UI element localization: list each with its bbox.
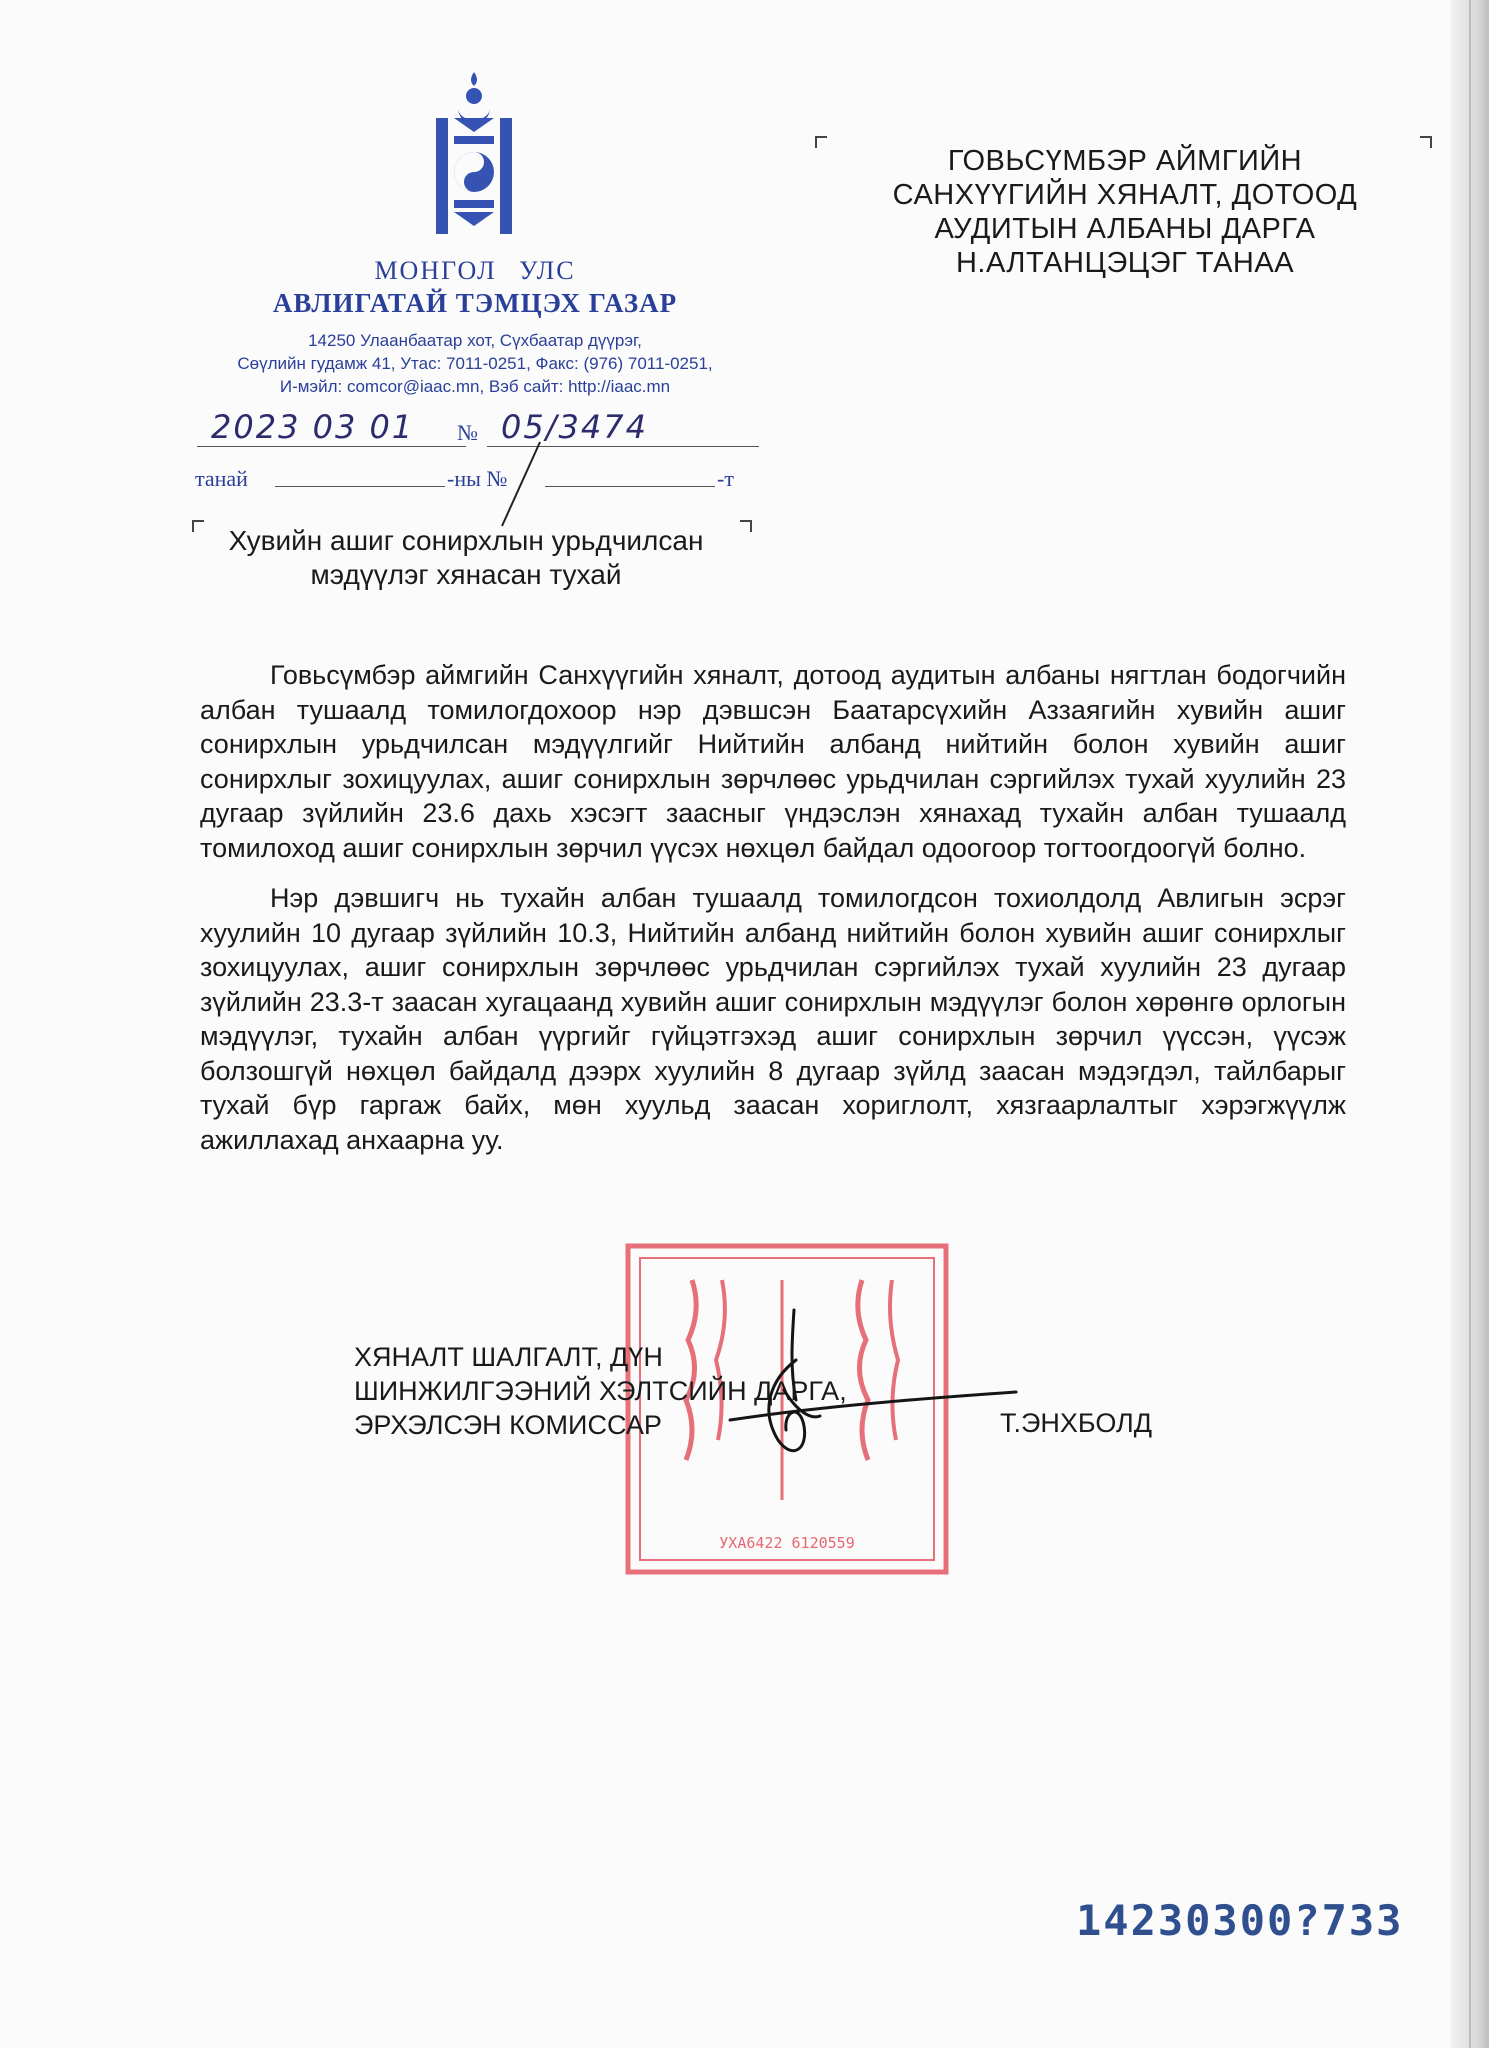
subject-line: Хувийн ашиг сонирхлын урьдчилсан bbox=[228, 525, 704, 556]
recipient-name: Н.АЛТАНЦЭЦЭГ ТАНАА bbox=[955, 247, 1295, 279]
signatory-title-line: ХЯНАЛТ ШАЛГАЛТ, ДҮН bbox=[354, 1342, 663, 1372]
body-paragraph: Нэр дэвшигч нь тухайн албан тушаалд томилогдсон тохиолдолд Авлигын эсрэг хуулийн 10 дугаар зүйлийн 10.3, Нийтийн албанд нийтийн болон хувийн ашиг сонирхлыг зохицуулах, ашиг сонирхлын зөрчлөөс урьдчилан сэргийлэх тухай хуулийн 23 дугаар зүйлийн 23.3-т заасан хугацаанд хувийн ашиг сонирхлын мэдүүлэг болон хөрөнгө орлогын мэдүүлэг, тухайн албан үүргийг гүйцэтгэхэд ашиг сонирхлын зөрчил үүссэн, үүсэж болзошгүй нөхцөл байдалд дээрх хуулийн 8 дугаар зүйлд заасан мэдэгдэл, тайлбарыг тухай бүр гаргаж байх, мөн хуульд заасан хориглолт, хязгаарлалтыг хэрэгжүүлж ажиллахад анхаарна уу. bbox=[200, 883, 1346, 1155]
registration-line bbox=[195, 408, 755, 456]
recipient-line: САНХҮҮГИЙН ХЯНАЛТ, ДОТООД bbox=[892, 179, 1358, 211]
handwritten-stroke bbox=[480, 440, 560, 530]
organization-address bbox=[180, 329, 770, 398]
number-label: № bbox=[457, 420, 478, 445]
signatory-name: Т.ЭНХБОЛД bbox=[1000, 1408, 1153, 1438]
handwritten-signature-icon bbox=[700, 1300, 1020, 1500]
letter-date: 2023 03 01 bbox=[197, 408, 466, 447]
recipient-block bbox=[820, 144, 1430, 280]
letter-subject bbox=[196, 524, 736, 592]
signatory-title-line: ШИНЖИЛГЭЭНИЙ ХЭЛТСИЙН ДАРГА, bbox=[354, 1376, 847, 1406]
stamp-code: УХА6422 6120559 bbox=[719, 1534, 855, 1552]
address-line: 14250 Улаанбаатар хот, Сүхбаатар дүүрэг, bbox=[308, 331, 642, 350]
subject-corner-mark bbox=[740, 520, 752, 532]
organization-header bbox=[180, 256, 770, 398]
country-name: МОНГОЛ УЛС bbox=[374, 256, 576, 285]
reference-date-blank bbox=[275, 462, 445, 487]
signatory-title-line: ЭРХЭЛСЭН КОМИССАР bbox=[354, 1410, 662, 1440]
recipient-line: АУДИТЫН АЛБАНЫ ДАРГА bbox=[934, 213, 1316, 245]
document-registration-number: 14230300?733 bbox=[1076, 1896, 1404, 1945]
reference-prefix: танай bbox=[195, 466, 248, 491]
recipient-line: ГОВЬСҮМБЭР АЙМГИЙН bbox=[947, 145, 1303, 177]
address-line: Сөүлийн гудамж 41, Утас: 7011-0251, Факс: (976) 7011-0251, bbox=[237, 354, 713, 373]
reference-middle: -ны № bbox=[447, 466, 508, 491]
reference-line bbox=[195, 462, 755, 496]
page-edge-line bbox=[1469, 0, 1471, 2048]
reference-number-blank bbox=[545, 462, 715, 487]
soyombo-emblem-icon bbox=[432, 68, 516, 238]
letter-number: 05/3474 bbox=[487, 408, 759, 447]
letter-body bbox=[200, 658, 1346, 1173]
address-line: И-мэйл: comcor@iaac.mn, Вэб сайт: http://iaac.mn bbox=[279, 377, 671, 396]
reference-suffix: -т bbox=[717, 466, 734, 491]
subject-line: мэдүүлэг хянасан тухай bbox=[310, 559, 622, 590]
body-paragraph: Говьсүмбэр аймгийн Санхүүгийн хяналт, дотоод аудитын албаны нягтлан бодогчийн албан тушаалд томилогдохоор нэр дэвшсэн Баатарсүхийн Аззаягийн хувийн ашиг сонирхлын урьдчилсан мэдүүлгийг Нийтийн албанд нийтийн болон хувийн ашиг сонирхлыг зохицуулах, ашиг сонирхлын зөрчлөөс урьдчилан сэргийлэх тухай хуулийн 23 дугаар зүйлийн 23.6 дахь хэсэгт заасныг үндэслэн хянахад тухайн албан тушаалд томилоход ашиг сонирхлын зөрчил үүсэх нөхцөл байдал одоогоор тогтоогдоогүй болно. bbox=[200, 660, 1346, 863]
organization-name: АВЛИГАТАЙ ТЭМЦЭХ ГАЗАР bbox=[272, 288, 678, 318]
